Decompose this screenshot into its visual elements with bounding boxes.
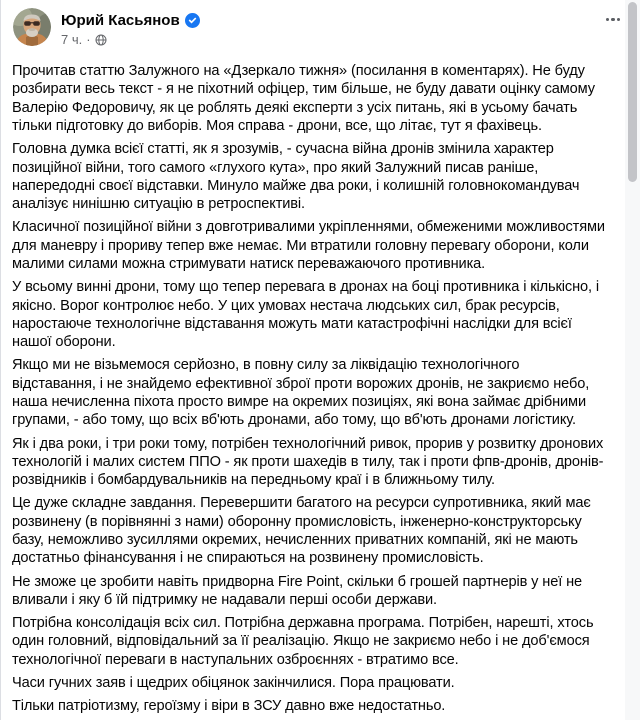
meta-separator: · xyxy=(86,32,91,47)
avatar[interactable] xyxy=(13,8,51,46)
post-paragraph: Головна думка всієї статті, як я зрозумів, - сучасна війна дронів змінила характер позиційної війни, того самого «глухого кута», про який Залужний писав раніше, напередодні своєї відставки. Минуло майже два роки, і колишній головнокомандувач аналізує нинішню ситуацію в ретроспективі. xyxy=(12,141,580,213)
post-paragraph: Не зможе це зробити навіть придворна Fire Point, скільки б грошей партнерів у неї не вливали і яку б їй підтримку не надавали перші особи держави. xyxy=(12,573,583,608)
post-header xyxy=(1,0,640,48)
more-options-button[interactable] xyxy=(604,12,622,27)
timestamp[interactable]: 7 ч. xyxy=(61,32,83,47)
three-dots-icon xyxy=(617,18,620,21)
post-paragraph: Прочитав статтю Залужного на «Дзеркало тижня» (посилання в коментарях). Не буду розбирати весь текст - я не піхотний офіцер, тим більше, не буду давати оцінку самому Валерію Федоровичу, як це роблять деякі експерти з усіх питань, які в усьому бачать тільки підготовку до виборів. Моя справа - дрони, все, що літає, тут я фахівець. xyxy=(12,63,595,135)
post-paragraph: Часи гучних заяв і щедрих обіцянок закінчилися. Пора працювати. xyxy=(12,674,455,691)
scrollbar-track[interactable] xyxy=(625,0,640,720)
post-body xyxy=(1,48,640,715)
post-paragraph: Тільки патріотизму, героїзму і віри в ЗСУ давно вже недостатньо. xyxy=(12,697,446,714)
avatar-image xyxy=(13,8,51,46)
author-name-row xyxy=(61,11,200,30)
post-paragraph: Це дуже складне завдання. Перевершити багатого на ресурси супротивника, який має розвинену (в порівнянні з нами) оборонну промисловість, інженерно-конструкторську базу, неможливо зусиллями окремих, нечисленних приватних компаній, які не мають достатньо фінансування і не спираються на розвинену промисловість. xyxy=(12,495,591,567)
header-text xyxy=(61,8,200,48)
post-paragraph: Потрібна консолідація всіх сил. Потрібна державна програма. Потрібен, нарешті, хтось один головний, відповідальний за її реалізацію. Якщо не закриємо небо і не доб'ємося технологічної переваги в наступальних озброєннях - втратимо все. xyxy=(12,615,594,668)
post-paragraph: Як і два роки, і три роки тому, потрібен технологічний ривок, прорив у розвитку дронових технологій і малих систем ППО - як проти шахедів в тилу, так і проти фпв-дронів, дронів-розвідників і бомбардувальників на передньому краї і в ближньому тилу. xyxy=(12,435,604,489)
post-paragraph: Класичної позиційної війни з довготривалими укріпленнями, обмеженими можливостями для маневру і прориву тепер вже немає. Ми втратили головну перевагу оборони, коли малими силами можна стримувати натиск переважаючого противника. xyxy=(12,219,605,273)
verified-badge-icon xyxy=(185,13,200,28)
scrollbar-thumb[interactable] xyxy=(628,2,637,182)
post-paragraph: Якщо ми не візьмемося серйозно, в повну силу за ліквідацію технологічного відставання, і не знайдемо ефективної зброї проти ворожих дронів, не закриємо небо, наша нечисленна піхота просто вимре на окремих позиціях, які вона займає дрібними групами, - або тому, що всіх вб'ють дронами, або тому, що вб'ють дронами логістику. xyxy=(12,357,590,429)
post-paragraph: У всьому винні дрони, тому що тепер перевага в дронах на боці противника і кількісно, і якісно. Ворог контролює небо. У цих умовах нестача людських сил, брак ресурсів, наростаюче технологічне відставання можуть мати катастрофічні наслідки для всієї нашої оборони. xyxy=(12,279,600,351)
author-name[interactable]: Юрий Касьянов xyxy=(61,12,180,29)
three-dots-icon xyxy=(606,18,609,21)
post-meta-row xyxy=(61,32,200,48)
three-dots-icon xyxy=(611,18,614,21)
globe-icon xyxy=(95,34,107,46)
